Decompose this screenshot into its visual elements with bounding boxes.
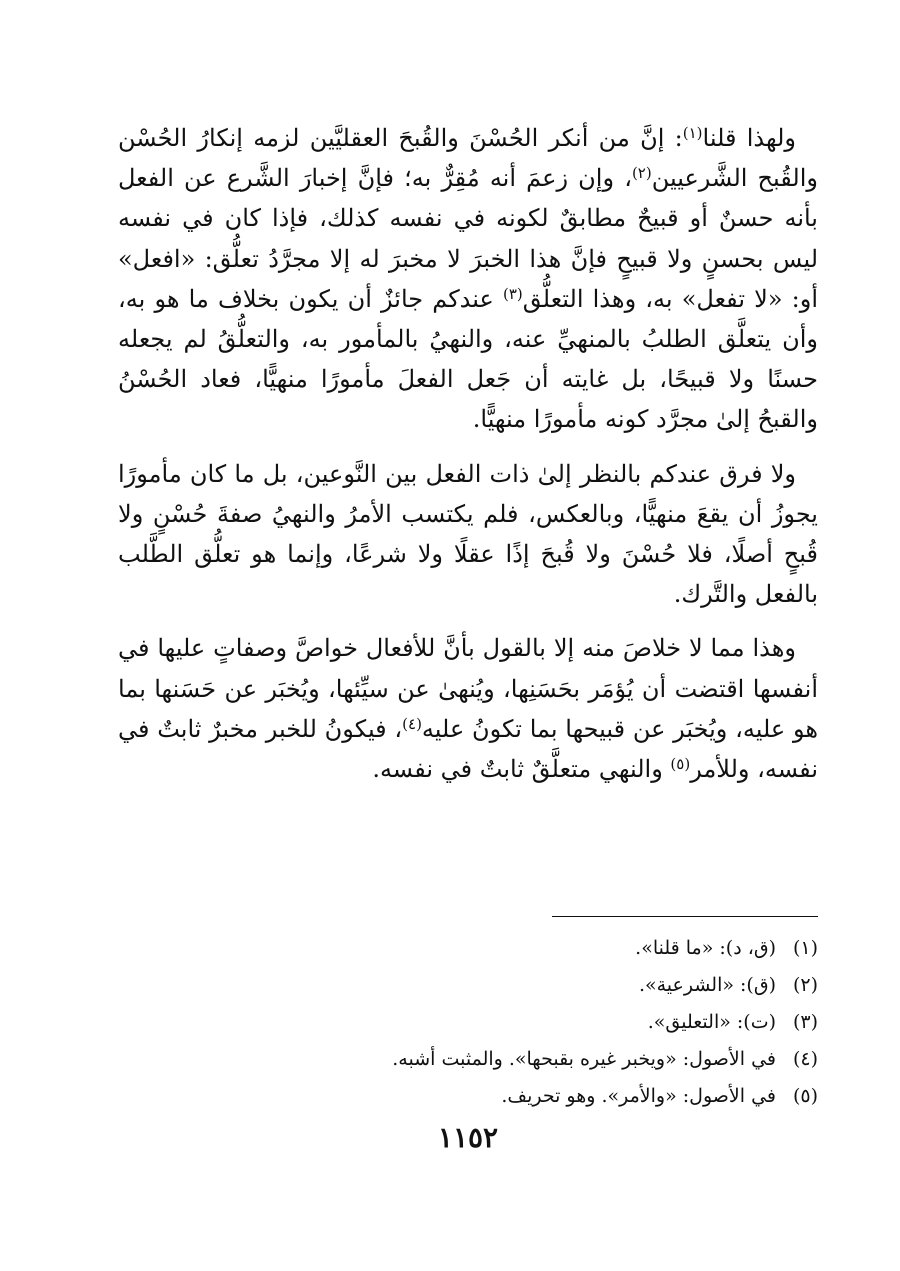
paragraph-text: وهذا مما لا خلاصَ منه إلا بالقول بأنَّ للأفعال خواصَّ وصفاتٍ عليها في أنفسها اقتضت أن يُؤمَر بحَسَنِها، ويُنهىٰ عن سيِّئها، ويُخبَر عن حَسَنها بما هو عليه، ويُخبَر عن قبيحها بما تكونُ عليه xyxy=(118,634,819,743)
footnotes-list xyxy=(118,936,818,1121)
paragraph-text: ، فيكونُ للخبر مخبرٌ ثابتٌ في نفسه، وللأمر xyxy=(118,714,818,784)
footnote-text: في الأصول: «ويخبر غيره بقبحها». والمثبت أشبه. xyxy=(392,1048,776,1070)
footnote xyxy=(118,1084,818,1109)
footnote-reference: (٣) xyxy=(502,284,523,303)
footnote xyxy=(118,973,818,998)
book-page xyxy=(118,118,818,1238)
footnote-text: (ق): «الشرعية». xyxy=(638,974,776,996)
paragraph-text: ولهذا قلنا xyxy=(702,124,796,152)
paragraph-text: والنهي متعلَّقٌ ثابتٌ في نفسه. xyxy=(372,755,671,784)
footnote xyxy=(118,936,818,961)
paragraph xyxy=(118,454,818,615)
paragraph xyxy=(118,628,818,789)
footnote xyxy=(118,1047,818,1072)
footnote-number: (٣) xyxy=(792,1011,818,1033)
footnote-number: (٤) xyxy=(792,1048,818,1070)
footnote-reference: (٤) xyxy=(402,714,422,733)
footnote-number: (١) xyxy=(792,937,818,959)
body-text xyxy=(118,118,818,789)
page-number: ١١٥٢ xyxy=(437,1121,499,1154)
footnote xyxy=(118,1010,818,1035)
footnote-number: (٥) xyxy=(792,1085,818,1107)
paragraph-text: ولا فرق عندكم بالنظر إلىٰ ذات الفعل بين النَّوعين، بل ما كان مأمورًا يجوزُ أن يقعَ منهيًّا، وبالعكس، فلم يكتسب الأمرُ والنهيُ صفةَ حُسْنٍ ولا قُبحٍ أصلًا، فلا حُسْنَ ولا قُبحَ إذًا عقلًا ولا شرعًا، وإنما هو تعلُّق الطَّلب بالفعل والتَّرك. xyxy=(118,459,818,609)
paragraph-text: ، وإن زعمَ أنه مُقِرٌّ به؛ فإنَّ إخبارَ الشَّرع عن الفعل بأنه حسنٌ أو قبيحٌ مطابقٌ لكونه في نفسه كذلك، فإذا كان في نفسه ليس بحسنٍ ولا قبيحٍ فإنَّ هذا الخبرَ لا مخبرَ له إلا مجرَّدُ تعلُّق: «افعل» أو: «لا تفعل» به، وهذا التعلُّق xyxy=(118,164,819,313)
footnote-text: في الأصول: «والأمر». وهو تحريف. xyxy=(501,1085,776,1107)
footnote-reference: (١) xyxy=(682,123,703,142)
footnote-text: (ق، د): «ما قلنا». xyxy=(635,937,776,959)
footnote-reference: (٢) xyxy=(631,163,652,182)
footnote-reference: (٥) xyxy=(670,754,691,773)
paragraph-text: عندكم جائزٌ أن يكون بخلاف ما هو به، وأن يتعلَّق الطلبُ بالمنهيِّ عنه، والنهيُ بالمأمور به، والتعلُّقُ لم يجعله حسنًا ولا قبيحًا، بل غايته أن جَعل الفعلَ مأمورًا منهيًّا، فعاد الحُسْنُ والقبحُ إلىٰ مجرَّد كونه مأمورًا منهيًّا. xyxy=(118,284,818,434)
footnote-number: (٢) xyxy=(792,974,818,996)
footnote-separator xyxy=(552,916,818,917)
paragraph-text: : إنَّ من أنكر الحُسْنَ والقُبحَ العقليَّين لزمه إنكارُ الحُسْن والقُبح الشَّرعيين xyxy=(118,124,819,193)
footnote-text: (ت): «التعليق». xyxy=(647,1011,776,1033)
paragraph xyxy=(118,118,818,440)
